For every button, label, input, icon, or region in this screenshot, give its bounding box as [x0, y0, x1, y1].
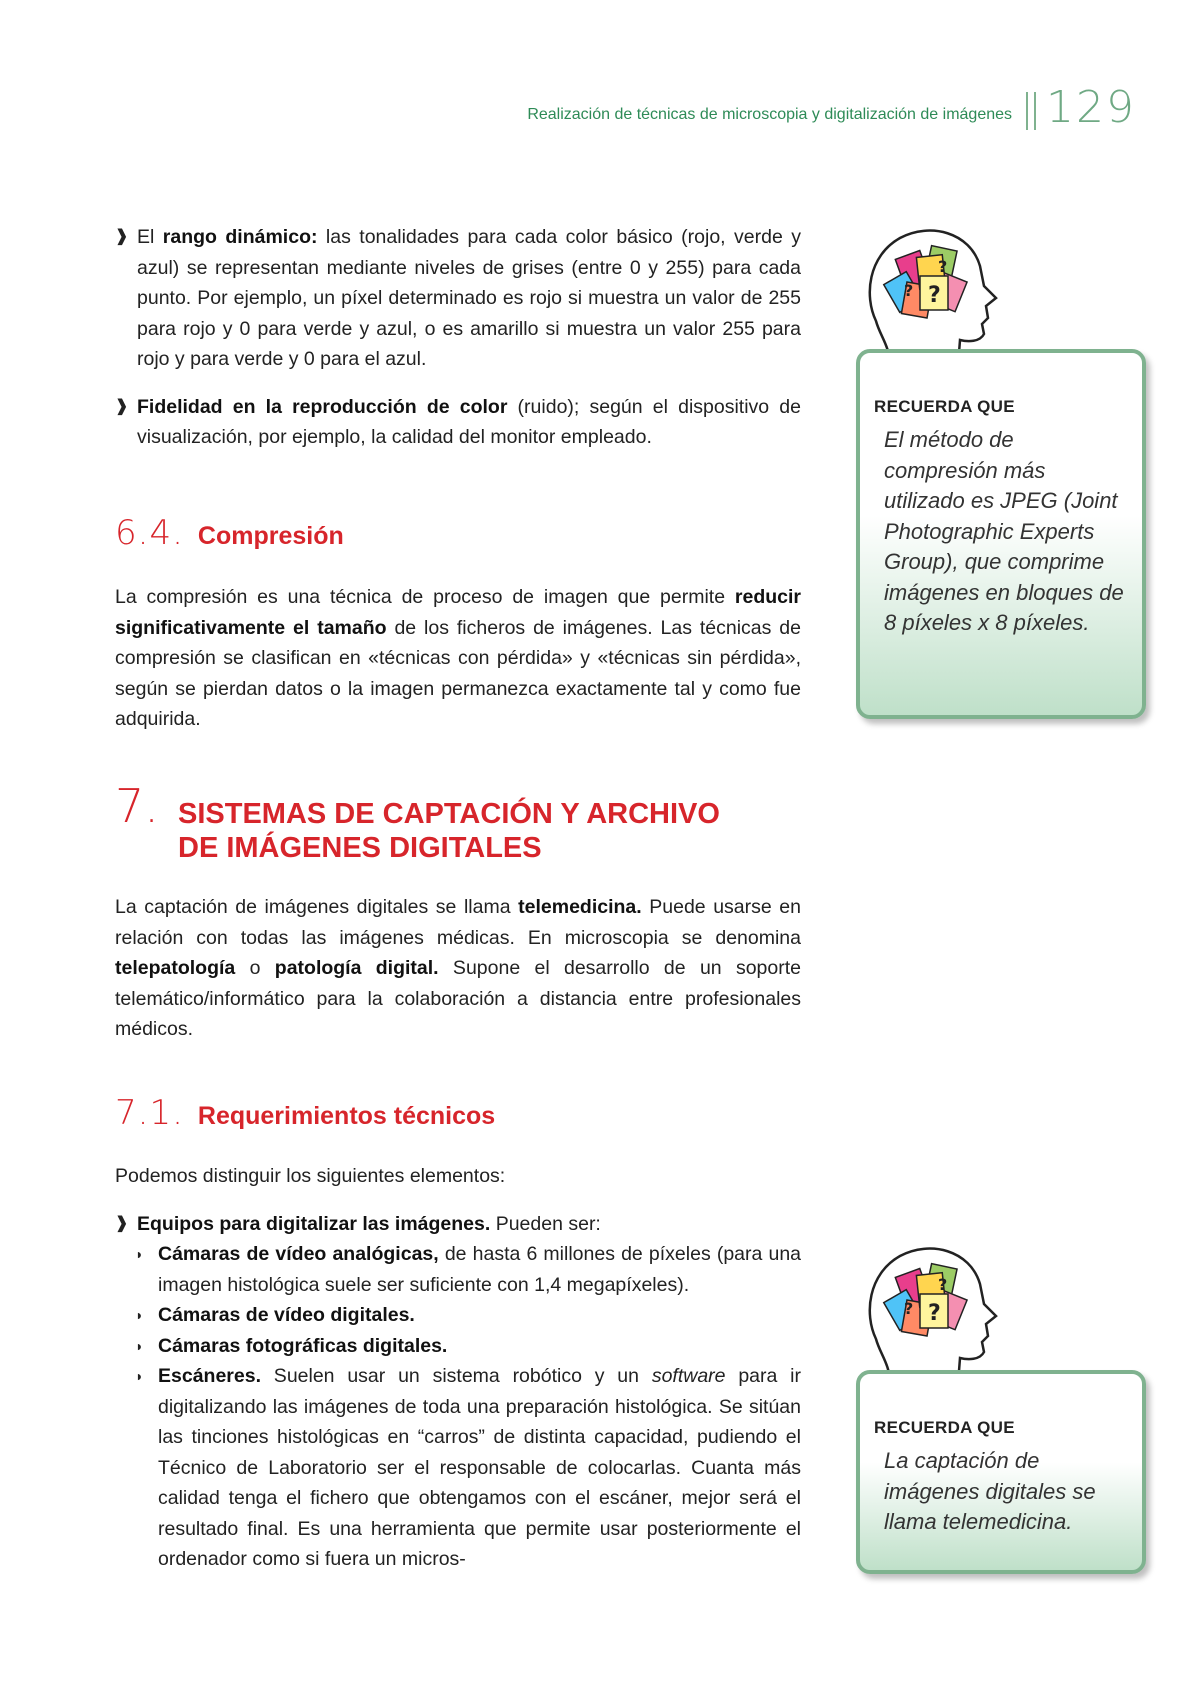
text: La compresión es una técnica de proceso de imagen que permite	[115, 586, 735, 608]
italic-term: software	[651, 1365, 726, 1387]
section-number: 6.4.	[115, 513, 184, 553]
section-title: SISTEMAS DE CAPTACIÓN Y ARCHIVO	[178, 798, 720, 830]
bold-term: rango dinámico:	[162, 226, 318, 248]
recuerda-box-1	[856, 349, 1146, 719]
bold-term: Cámaras de vídeo analógicas,	[158, 1243, 439, 1265]
section-heading-6-4	[115, 513, 801, 553]
sub-list-item	[115, 1300, 801, 1331]
section-heading-7-1	[115, 1093, 801, 1133]
svg-text:?: ?	[938, 1275, 948, 1294]
box-text: El método de compresión más utilizado es JPEG (Joint Photographic Experts Group), que comprime imágenes en bloques de 8 píxeles x 8 píxeles.	[884, 427, 1124, 635]
section-title: Requerimientos técnicos	[197, 1102, 496, 1130]
bullet-arrow-icon: ◗	[135, 1307, 144, 1323]
bold-term: patología digital.	[274, 957, 439, 979]
bullet-arrow-icon: ◗	[135, 1368, 144, 1384]
chapter-heading-7	[115, 779, 864, 865]
list-item	[115, 392, 801, 453]
bold-term: Fidelidad en la reproducción de color	[137, 395, 508, 418]
text: para ir digitalizando las imágenes de toda una preparación histológica. Se sitúan las tinciones histológicas en “carros” de distinta capacidad, pudiendo el Técnico de Laboratorio ser el responsable de colocarlas. Cuanta más calidad tenga el fichero que obtengamos con el escáner, mejor será el resultado final. Es una herramienta que permite usar posteriormente el ordenador como si fuera un micros-	[158, 1365, 801, 1570]
header-divider	[1034, 92, 1036, 130]
paragraph-compresion	[115, 582, 801, 735]
svg-text:?: ?	[904, 1299, 914, 1318]
text: de hasta 6 millones de píxeles (para una imagen histológica suele ser suficiente con 1,4 megapíxeles).	[158, 1243, 802, 1296]
bold-term: telemedicina.	[518, 896, 642, 918]
svg-text:?: ?	[904, 281, 914, 300]
section-number: 7.1.	[115, 1093, 184, 1133]
bold-term: reducir significativamente el tamaño	[115, 586, 801, 639]
requirements-content	[115, 1161, 801, 1575]
header-divider	[1026, 92, 1028, 130]
box-text: La captación de imágenes digitales se llama telemedicina.	[884, 1448, 1096, 1534]
bullet-arrow-icon: ❱	[115, 397, 129, 415]
text: Puede usarse en relación con todas las imágenes médicas. En microscopia se denomina	[115, 896, 801, 949]
sub-list-item	[115, 1331, 801, 1362]
text: La captación de imágenes digitales se llama	[115, 896, 519, 918]
running-title: Realización de técnicas de microscopia y digitalización de imágenes	[527, 106, 1013, 123]
bullet-arrow-icon: ❱	[115, 1214, 129, 1232]
intro-text: Podemos distinguir los siguientes elementos:	[115, 1165, 506, 1187]
bold-term: Equipos para digitalizar las imágenes.	[137, 1212, 491, 1235]
recuerda-box-2	[856, 1370, 1146, 1574]
box-title: RECUERDA QUE	[874, 397, 1015, 416]
bold-term: Escáneres.	[158, 1365, 261, 1387]
paragraph-telemedicina	[115, 892, 801, 1045]
svg-text:?: ?	[928, 283, 941, 308]
section-number: 7.	[115, 779, 159, 833]
bold-term: Cámaras de vídeo digitales.	[158, 1304, 415, 1326]
page-number: 129	[1046, 82, 1136, 133]
bullet-arrow-icon: ◗	[135, 1246, 144, 1262]
text: El	[137, 226, 163, 248]
text: Pueden ser:	[490, 1212, 601, 1235]
text: de los ficheros de imágenes. Las técnicas de compresión se clasifican en «técnicas con pérdida» y «técnicas sin pérdida», según se pierdan datos o la imagen permanezca exactamente tal y como fue adquirida.	[115, 616, 801, 730]
svg-text:?: ?	[928, 1301, 941, 1326]
page-header	[527, 82, 1136, 133]
section-title: DE IMÁGENES DIGITALES	[178, 832, 542, 864]
bullet-arrow-icon: ❱	[115, 228, 129, 245]
bold-term: Cámaras fotográficas digitales.	[158, 1334, 448, 1357]
bold-term: telepatología	[115, 957, 236, 979]
head-question-icon	[860, 1244, 1000, 1384]
text: o	[235, 957, 275, 979]
text: Supone el desarrollo de un soporte telemático/informático para la colaboración a distancia entre profesionales médicos.	[115, 957, 801, 1040]
list-item	[115, 222, 801, 375]
bullet-arrow-icon: ◗	[135, 1337, 144, 1354]
box-title: RECUERDA QUE	[874, 1418, 1015, 1437]
list-item	[115, 1209, 801, 1240]
top-bullets	[115, 222, 801, 453]
svg-text:?: ?	[938, 257, 948, 276]
section-title: Compresión	[197, 522, 344, 550]
sub-list-item	[115, 1361, 801, 1575]
text: (ruido); según el dispositivo de visualización, por ejemplo, la calidad del monitor empleado.	[137, 395, 801, 448]
head-question-icon	[860, 226, 1000, 366]
sub-list-item	[115, 1239, 801, 1300]
text: las tonalidades para cada color básico (rojo, verde y azul) se representan mediante niveles de grises (entre 0 y 255) para cada punto. Por ejemplo, un píxel determinado es rojo si muestra un valor de 255 para rojo y 0 para verde y azul, o es amarillo si muestra un valor 255 para rojo y para verde y 0 para el azul.	[137, 226, 801, 370]
text: Suelen usar un sistema robótico y un	[261, 1365, 652, 1387]
